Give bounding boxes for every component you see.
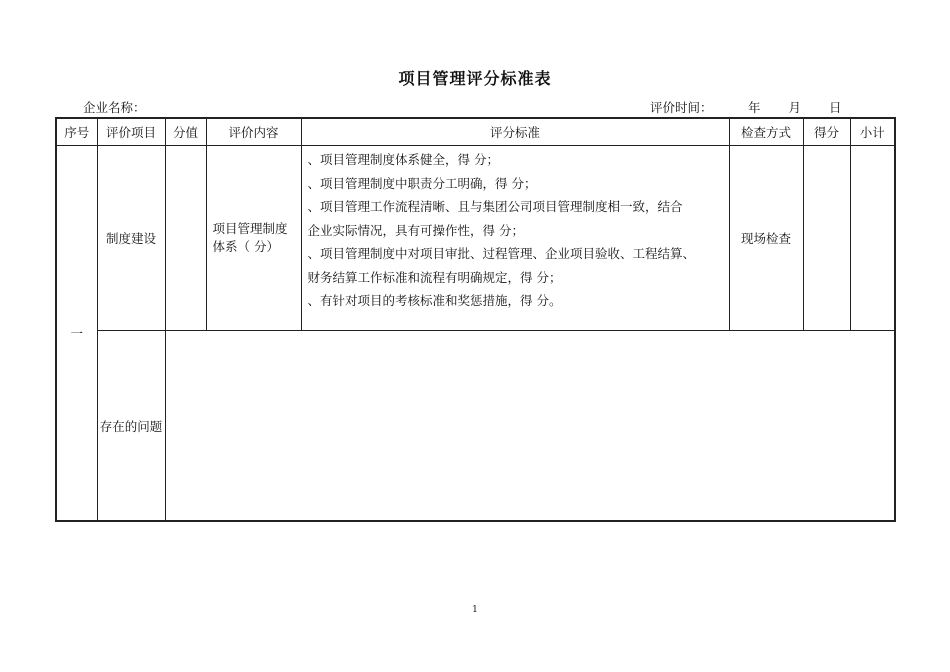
page-title: 项目管理评分标准表	[398, 69, 552, 88]
score-value-cell[interactable]	[165, 146, 206, 331]
seq-cell: 一	[56, 146, 97, 522]
criteria-line: 、项目管理制度体系健全，得 分；	[307, 152, 499, 167]
issues-row	[56, 331, 895, 521]
criteria-line: 企业实际情况，具有可操作性，得 分；	[307, 222, 524, 238]
eval-content-line: 体系（ 分）	[212, 239, 279, 255]
header-seq: 序号	[56, 118, 97, 146]
issues-label-cell: 存在的问题	[97, 331, 165, 521]
page-number: 1	[472, 605, 478, 615]
table-row	[56, 146, 895, 331]
evaluation-time-label: 评价时间：	[650, 100, 713, 115]
enterprise-name-label: 企业名称：	[83, 100, 146, 115]
year-label: 年	[748, 100, 761, 115]
header-eval-item: 评价项目	[97, 118, 165, 146]
scoring-table	[55, 117, 896, 522]
header-eval-content: 评价内容	[206, 118, 301, 146]
criteria-line: 、项目管理制度中职责分工明确，得 分；	[307, 175, 537, 191]
eval-content-line: 项目管理制度	[212, 221, 288, 237]
table-header-row	[56, 118, 895, 146]
subtotal-cell[interactable]	[850, 146, 895, 331]
evaluation-date	[748, 98, 841, 116]
header-subtotal: 小计	[850, 118, 895, 146]
header-check-method: 检查方式	[729, 118, 803, 146]
month-label: 月	[788, 100, 801, 115]
check-method-cell: 现场检查	[729, 146, 803, 331]
got-score-cell[interactable]	[803, 146, 850, 331]
eval-item-cell: 制度建设	[97, 146, 165, 331]
header-got-score: 得分	[803, 118, 850, 146]
criteria-line: 、项目管理制度中对项目审批、过程管理、企业项目验收、工程结算、	[307, 246, 696, 261]
header-criteria: 评分标准	[301, 118, 729, 146]
criteria-line: 、项目管理工作流程清晰、且与集团公司项目管理制度相一致，结合	[307, 199, 683, 214]
issues-content-cell[interactable]	[165, 331, 895, 521]
criteria-cell	[301, 146, 729, 331]
day-label: 日	[828, 100, 842, 115]
criteria-line: 财务结算工作标准和流程有明确规定，得 分；	[307, 269, 562, 285]
criteria-line: 、有针对项目的考核标准和奖惩措施，得 分。	[307, 293, 562, 308]
header-score-value: 分值	[165, 118, 206, 146]
eval-content-cell	[206, 146, 301, 331]
